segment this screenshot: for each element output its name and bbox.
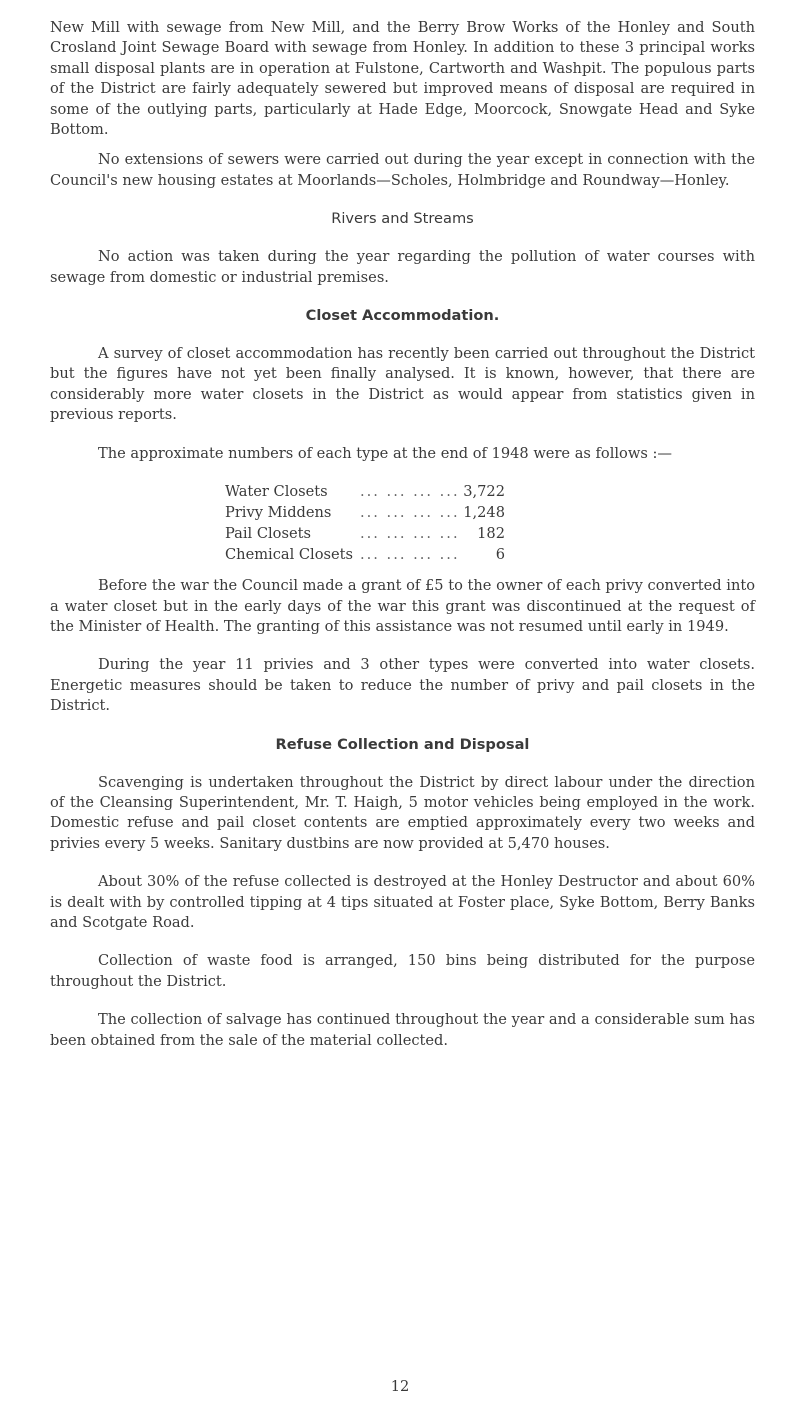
dot-leader: ... ... ... ... [360, 504, 460, 522]
table-row [225, 503, 505, 524]
row-value: 6 [495, 546, 505, 564]
row-value: 182 [477, 525, 505, 543]
paragraph-refuse-destruction: About 30% of the refuse collected is destroyed at the Honley Destructor and about 60% is dealt with by controlled tipping at 4 tips situated at Foster place, Syke Bottom, Berry Banks and Scotgate Road. [50, 873, 755, 931]
heading-closet-accommodation: Closet Accommodation. [305, 307, 500, 325]
row-value: 1,248 [463, 504, 505, 522]
paragraph-closet-intro: The approximate numbers of each type at the end of 1948 were as follows :— [98, 444, 672, 462]
row-value: 3,722 [463, 483, 505, 501]
paragraph-waste-food: Collection of waste food is arranged, 150 bins being distributed for the purpose throughout the District. [50, 952, 755, 990]
dot-leader: ... ... ... ... [360, 546, 460, 564]
paragraph-salvage: The collection of salvage has continued throughout the year and a considerable sum has been obtained from the sale of the material collected. [50, 1011, 755, 1049]
table-row [225, 545, 505, 566]
paragraph-closet-conversions: During the year 11 privies and 3 other types were converted into water closets. Energetic measures should be taken to reduce the number of privy and pail closets in the District. [50, 656, 755, 715]
document-page [50, 18, 755, 1051]
heading-refuse-collection: Refuse Collection and Disposal [275, 735, 530, 753]
table-row [225, 482, 505, 503]
dot-leader: ... ... ... ... [360, 483, 460, 501]
closet-count-table [225, 482, 505, 566]
paragraph-sewer-extensions: No extensions of sewers were carried out during the year except in connection with the Council's new housing estates at Moorlands—Scholes, Holmbridge and Roundway—Honley. [50, 151, 755, 189]
row-label: Water Closets [225, 483, 328, 501]
page-number: 12 [390, 1378, 410, 1395]
paragraph-scavenging: Scavenging is undertaken throughout the District by direct labour under the direction of the Cleansing Superintendent, Mr. T. Haigh, 5 motor vehicles being employed in the work. Domestic refuse and pail closet contents are emptied approximately every two weeks and privies every 5 weeks. Sanitary dustbins are now provided at 5,470 houses. [50, 773, 755, 852]
paragraph-sewage-works: New Mill with sewage from New Mill, and the Berry Brow Works of the Honley and South Crosland Joint Sewage Board with sewage from Honley. In addition to these 3 principal works small disposal plants are in operation at Fulstone, Cartworth and Washpit. The populous parts of the District are fairly adequately sewered but improved means of disposal are required in some of the outlying parts, particularly at Hade Edge, Moorcock, Snowgate Head and Syke Bottom. [50, 19, 755, 139]
dot-leader: ... ... ... ... [360, 525, 460, 543]
paragraph-closet-grant: Before the war the Council made a grant of £5 to the owner of each privy converted into a water closet but in the early days of the war this grant was discontinued at the request of the Minister of Health. The granting of this assistance was not resumed until early in 1949. [50, 577, 755, 635]
row-label: Chemical Closets [225, 546, 353, 564]
paragraph-rivers-pollution: No action was taken during the year regarding the pollution of water courses with sewage from domestic or industrial premises. [50, 248, 755, 286]
row-label: Privy Middens [225, 504, 332, 522]
paragraph-closet-survey: A survey of closet accommodation has recently been carried out throughout the District but the figures have not yet been finally analysed. It is known, however, that there are considerably more water closets in the District as would appear from statistics given in previous reports. [50, 345, 755, 424]
table-row [225, 524, 505, 545]
heading-rivers-streams: Rivers and Streams [331, 210, 474, 228]
row-label: Pail Closets [225, 525, 311, 543]
